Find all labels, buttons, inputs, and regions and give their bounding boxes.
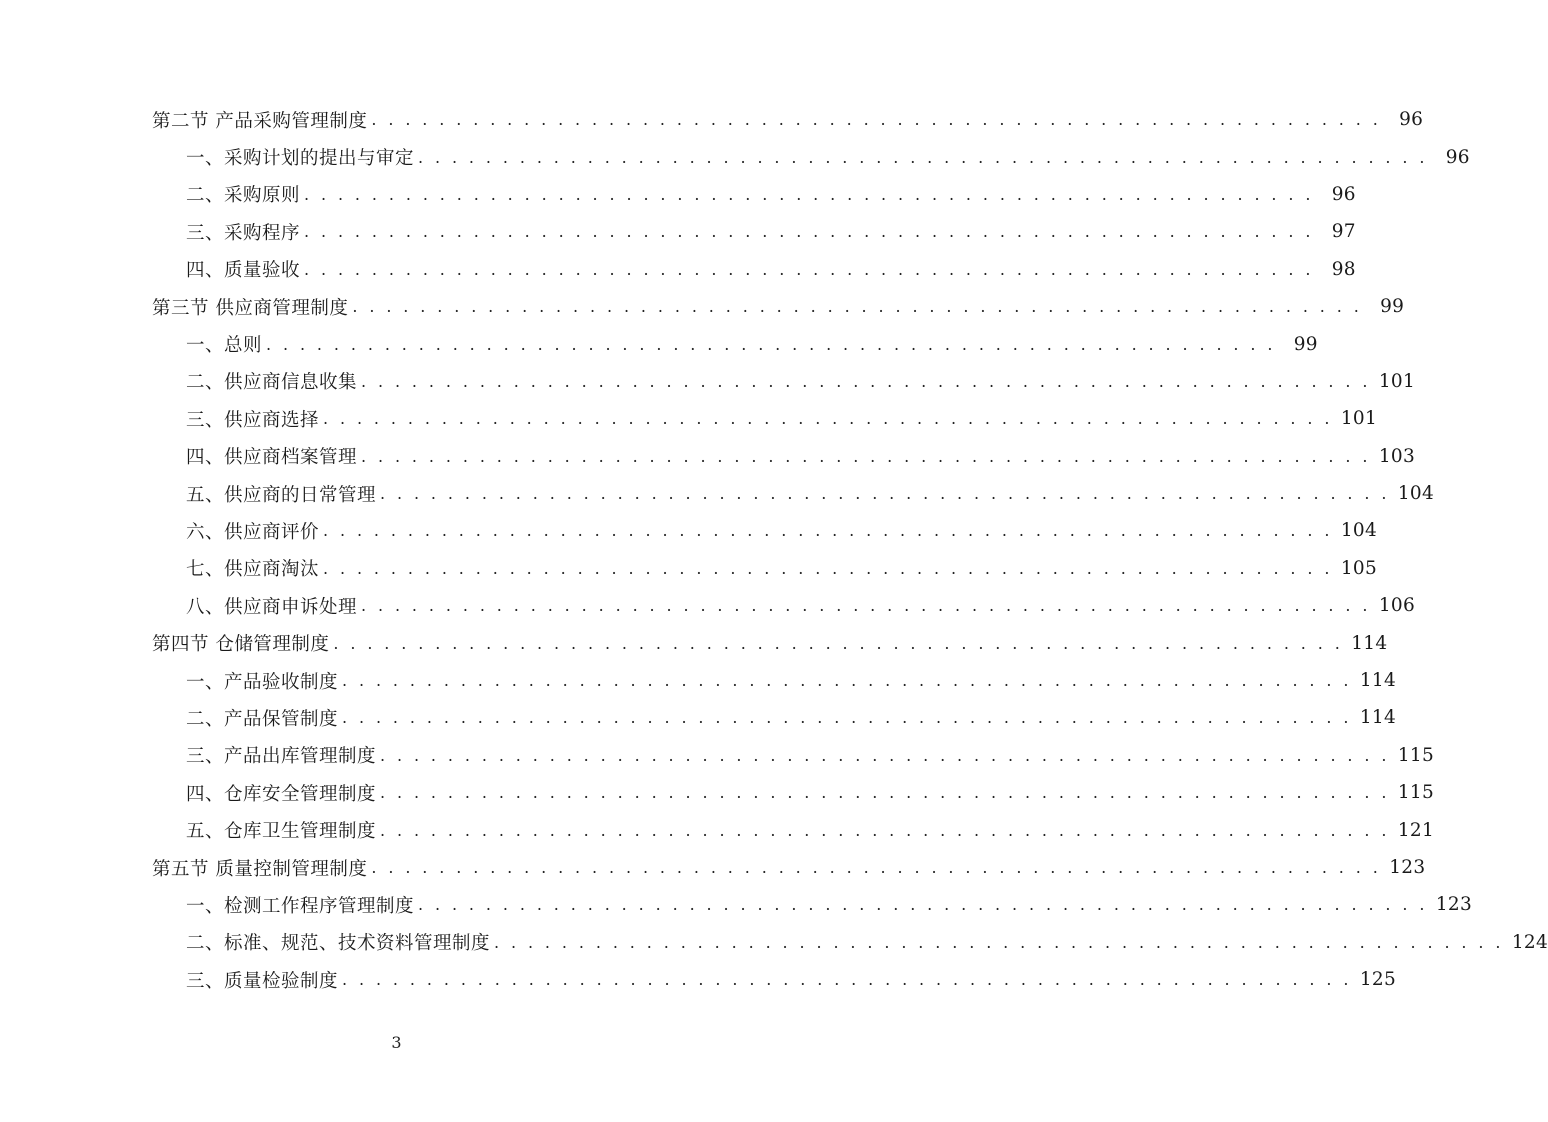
toc-section-entry[interactable] bbox=[0, 624, 1388, 661]
toc-entry-label: 一、总则 bbox=[186, 335, 263, 357]
toc-dot-leader: . . . . . . . . . . . . . . . . . . . . . . . . . . . . . . . . . . . . . . . . . . . . . . . . . . . . . . . . . . . . bbox=[371, 110, 1382, 130]
toc-entry-page-number: 103 bbox=[1378, 445, 1416, 467]
toc-entry-label: 三、供应商选择 bbox=[186, 409, 320, 431]
toc-entry-page-number: 114 bbox=[1359, 707, 1397, 729]
toc-entry-label: 四、供应商档案管理 bbox=[186, 447, 358, 469]
toc-entry-page-number: 123 bbox=[1435, 894, 1473, 916]
toc-section-entry[interactable] bbox=[0, 288, 1405, 325]
toc-entry-page-number: 121 bbox=[1397, 819, 1435, 841]
toc-entry-page-number: 96 bbox=[1399, 109, 1424, 131]
toc-entry-label: 二、产品保管制度 bbox=[186, 708, 339, 730]
toc-entry-page-number: 97 bbox=[1331, 221, 1356, 243]
toc-section-entry[interactable] bbox=[0, 849, 1426, 886]
toc-subsection-entry[interactable] bbox=[0, 400, 1378, 437]
toc-entry-page-number: 104 bbox=[1397, 483, 1435, 505]
toc-entry-label: 七、供应商淘汰 bbox=[186, 559, 320, 581]
toc-entry-page-number: 99 bbox=[1380, 296, 1405, 318]
toc-subsection-entry[interactable] bbox=[0, 662, 1397, 699]
toc-entry-label: 一、采购计划的提出与审定 bbox=[186, 148, 415, 170]
toc-entry-label: 六、供应商评价 bbox=[186, 521, 320, 543]
toc-entry-label: 八、供应商申诉处理 bbox=[186, 596, 358, 618]
toc-entry-page-number: 115 bbox=[1397, 744, 1435, 766]
toc-dot-leader: . . . . . . . . . . . . . . . . . . . . . . . . . . . . . . . . . . . . . . . . . . . . . . . . . . . . . . . . . . . . bbox=[323, 409, 1333, 429]
toc-subsection-entry[interactable] bbox=[0, 438, 1416, 475]
toc-subsection-entry[interactable] bbox=[0, 886, 1473, 923]
toc-subsection-entry[interactable] bbox=[0, 737, 1435, 774]
toc-dot-leader: . . . . . . . . . . . . . . . . . . . . . . . . . . . . . . . . . . . . . . . . . . . . . . . . . . . . . . . . . . . . bbox=[333, 633, 1344, 653]
toc-subsection-entry[interactable] bbox=[0, 550, 1378, 587]
toc-subsection-entry[interactable] bbox=[0, 251, 1356, 288]
toc-entry-page-number: 96 bbox=[1445, 146, 1470, 168]
toc-dot-leader: . . . . . . . . . . . . . . . . . . . . . . . . . . . . . . . . . . . . . . . . . . . . . . . . . . . . . . . . . . . . bbox=[304, 184, 1314, 204]
toc-entry-label: 四、质量验收 bbox=[186, 260, 301, 282]
toc-dot-leader: . . . . . . . . . . . . . . . . . . . . . . . . . . . . . . . . . . . . . . . . . . . . . . . . . . . . . . . . . . . . bbox=[418, 147, 1428, 167]
toc-dot-leader: . . . . . . . . . . . . . . . . . . . . . . . . . . . . . . . . . . . . . . . . . . . . . . . . . . . . . . . . . . . . bbox=[418, 895, 1428, 915]
toc-entry-label: 一、检测工作程序管理制度 bbox=[186, 895, 415, 917]
toc-dot-leader: . . . . . . . . . . . . . . . . . . . . . . . . . . . . . . . . . . . . . . . . . . . . . . . . . . . . . . . . . . . . bbox=[361, 371, 1371, 391]
toc-entry-label: 二、供应商信息收集 bbox=[186, 372, 358, 394]
toc-entry-page-number: 125 bbox=[1359, 969, 1397, 991]
toc-entry-label: 第二节 产品采购管理制度 bbox=[152, 110, 368, 132]
page-number: 3 bbox=[391, 1033, 402, 1052]
toc-entry-label: 三、质量检验制度 bbox=[186, 970, 339, 992]
toc-entry-label: 第五节 质量控制管理制度 bbox=[152, 858, 368, 880]
toc-entry-page-number: 98 bbox=[1331, 258, 1356, 280]
toc-dot-leader: . . . . . . . . . . . . . . . . . . . . . . . . . . . . . . . . . . . . . . . . . . . . . . . . . . . . . . . . . . . . bbox=[323, 558, 1333, 578]
toc-entry-label: 五、供应商的日常管理 bbox=[186, 484, 377, 506]
toc-entry-page-number: 101 bbox=[1340, 408, 1378, 430]
toc-dot-leader: . . . . . . . . . . . . . . . . . . . . . . . . . . . . . . . . . . . . . . . . . . . . . . . . . . . . . . . . . . . . bbox=[380, 820, 1390, 840]
toc-subsection-entry[interactable] bbox=[0, 699, 1397, 736]
toc-entry-page-number: 114 bbox=[1359, 670, 1397, 692]
table-of-contents bbox=[0, 101, 1548, 998]
toc-dot-leader: . . . . . . . . . . . . . . . . . . . . . . . . . . . . . . . . . . . . . . . . . . . . . . . . . . . . . . . . . . . . bbox=[342, 970, 1352, 990]
toc-dot-leader: . . . . . . . . . . . . . . . . . . . . . . . . . . . . . . . . . . . . . . . . . . . . . . . . . . . . . . . . . . . . bbox=[371, 858, 1382, 877]
toc-subsection-entry[interactable] bbox=[0, 213, 1356, 250]
toc-entry-page-number: 124 bbox=[1511, 931, 1548, 953]
toc-dot-leader: . . . . . . . . . . . . . . . . . . . . . . . . . . . . . . . . . . . . . . . . . . . . . . . . . . . . . . . . . . . . bbox=[361, 446, 1371, 466]
toc-entry-label: 四、仓库安全管理制度 bbox=[186, 783, 377, 805]
toc-dot-leader: . . . . . . . . . . . . . . . . . . . . . . . . . . . . . . . . . . . . . . . . . . . . . . . . . . . . . . . . . . . . bbox=[361, 596, 1371, 616]
toc-subsection-entry[interactable] bbox=[0, 176, 1356, 213]
toc-entry-label: 五、仓库卫生管理制度 bbox=[186, 821, 377, 843]
toc-entry-page-number: 105 bbox=[1340, 557, 1378, 579]
toc-subsection-entry[interactable] bbox=[0, 587, 1416, 624]
toc-entry-page-number: 123 bbox=[1389, 857, 1426, 878]
toc-section-entry[interactable] bbox=[0, 101, 1424, 138]
toc-entry-page-number: 99 bbox=[1293, 333, 1318, 355]
toc-dot-leader: . . . . . . . . . . . . . . . . . . . . . . . . . . . . . . . . . . . . . . . . . . . . . . . . . . . . . . . . . . . . bbox=[266, 334, 1276, 354]
toc-dot-leader: . . . . . . . . . . . . . . . . . . . . . . . . . . . . . . . . . . . . . . . . . . . . . . . . . . . . . . . . . . . . bbox=[380, 484, 1390, 504]
toc-entry-label: 第三节 供应商管理制度 bbox=[152, 297, 349, 319]
toc-subsection-entry[interactable] bbox=[0, 475, 1435, 512]
toc-dot-leader: . . . . . . . . . . . . . . . . . . . . . . . . . . . . . . . . . . . . . . . . . . . . . . . . . . . . . . . . . . . . bbox=[380, 783, 1390, 803]
toc-subsection-entry[interactable] bbox=[0, 811, 1435, 848]
toc-dot-leader: . . . . . . . . . . . . . . . . . . . . . . . . . . . . . . . . . . . . . . . . . . . . . . . . . . . . . . . . . . . . bbox=[380, 745, 1390, 765]
toc-entry-page-number: 115 bbox=[1397, 782, 1435, 804]
toc-entry-page-number: 104 bbox=[1340, 520, 1378, 542]
toc-dot-leader: . . . . . . . . . . . . . . . . . . . . . . . . . . . . . . . . . . . . . . . . . . . . . . . . . . . . . . . . . . . . bbox=[304, 222, 1314, 242]
toc-entry-label: 三、采购程序 bbox=[186, 222, 301, 244]
toc-entry-page-number: 101 bbox=[1378, 370, 1416, 392]
toc-dot-leader: . . . . . . . . . . . . . . . . . . . . . . . . . . . . . . . . . . . . . . . . . . . . . . . . . . . . . . . . . . . . bbox=[304, 259, 1314, 279]
toc-dot-leader: . . . . . . . . . . . . . . . . . . . . . . . . . . . . . . . . . . . . . . . . . . . . . . . . . . . . . . . . . . . . bbox=[494, 932, 1504, 952]
toc-subsection-entry[interactable] bbox=[0, 774, 1435, 811]
toc-entry-page-number: 106 bbox=[1378, 595, 1416, 617]
toc-dot-leader: . . . . . . . . . . . . . . . . . . . . . . . . . . . . . . . . . . . . . . . . . . . . . . . . . . . . . . . . . . . . bbox=[342, 708, 1352, 728]
toc-dot-leader: . . . . . . . . . . . . . . . . . . . . . . . . . . . . . . . . . . . . . . . . . . . . . . . . . . . . . . . . . . . . bbox=[342, 671, 1352, 691]
toc-entry-label: 一、产品验收制度 bbox=[186, 671, 339, 693]
toc-subsection-entry[interactable] bbox=[0, 924, 1548, 961]
toc-entry-label: 二、标准、规范、技术资料管理制度 bbox=[186, 933, 491, 955]
toc-entry-label: 三、产品出库管理制度 bbox=[186, 746, 377, 768]
toc-subsection-entry[interactable] bbox=[0, 363, 1416, 400]
toc-subsection-entry[interactable] bbox=[0, 961, 1397, 998]
toc-subsection-entry[interactable] bbox=[0, 325, 1318, 362]
toc-entry-page-number: 96 bbox=[1331, 183, 1356, 205]
toc-subsection-entry[interactable] bbox=[0, 138, 1470, 175]
toc-dot-leader: . . . . . . . . . . . . . . . . . . . . . . . . . . . . . . . . . . . . . . . . . . . . . . . . . . . . . . . . . . . . bbox=[323, 521, 1333, 541]
toc-entry-label: 第四节 仓储管理制度 bbox=[152, 634, 330, 656]
toc-dot-leader: . . . . . . . . . . . . . . . . . . . . . . . . . . . . . . . . . . . . . . . . . . . . . . . . . . . . . . . . . . . . bbox=[352, 297, 1363, 317]
toc-subsection-entry[interactable] bbox=[0, 512, 1378, 549]
toc-entry-label: 二、采购原则 bbox=[186, 185, 301, 207]
toc-entry-page-number: 114 bbox=[1351, 632, 1388, 654]
